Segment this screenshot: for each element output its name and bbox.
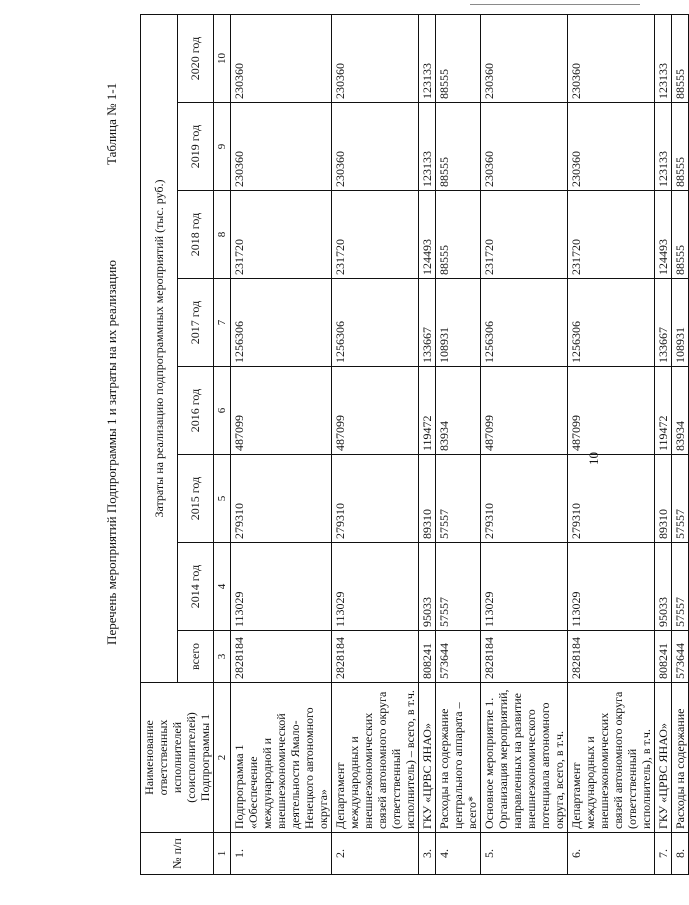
row-name: ГКУ «ЦРВС ЯНАО» [419, 683, 436, 833]
row-year-value: 108931 [672, 279, 689, 367]
row-total: 808241 [655, 631, 672, 683]
table-row [332, 15, 419, 875]
table-row [481, 15, 568, 875]
row-year-value: 113029 [481, 543, 568, 631]
row-name: Департамент международных и внешнеэкономических связей автономного округа (ответственный исполнитель), в т.ч. [568, 683, 655, 833]
row-name: ГКУ «ЦРВС ЯНАО» [655, 683, 672, 833]
column-index: 4 [214, 543, 231, 631]
row-year-value: 133667 [655, 279, 672, 367]
table-row [231, 15, 332, 875]
row-year-value: 487099 [481, 367, 568, 455]
column-index: 7 [214, 279, 231, 367]
col-name-header: Наименование ответственных исполнителей (соисполнителей) Подпрограммы 1 [141, 683, 214, 833]
year-header: 2020 год [177, 15, 214, 103]
row-year-value: 88555 [672, 103, 689, 191]
row-name: Расходы на содержание центрального аппарата – всего* [436, 683, 481, 833]
row-number: 5. [481, 833, 568, 875]
row-year-value: 83934 [672, 367, 689, 455]
table-body [231, 15, 689, 875]
row-year-value: 89310 [655, 455, 672, 543]
row-year-value: 487099 [231, 367, 332, 455]
row-year-value: 57557 [436, 455, 481, 543]
year-header: 2016 год [177, 367, 214, 455]
row-total: 2828184 [231, 631, 332, 683]
row-year-value: 231720 [568, 191, 655, 279]
table-row [655, 15, 672, 875]
column-index: 6 [214, 367, 231, 455]
col-total-header: всего [177, 631, 214, 683]
row-year-value: 119472 [655, 367, 672, 455]
year-header: 2019 год [177, 103, 214, 191]
table-row [436, 15, 481, 875]
row-year-value: 113029 [332, 543, 419, 631]
row-total: 2828184 [481, 631, 568, 683]
row-year-value: 230360 [332, 103, 419, 191]
table-row [419, 15, 436, 875]
row-year-value: 57557 [436, 543, 481, 631]
table-row [672, 15, 689, 875]
column-index: 8 [214, 191, 231, 279]
row-year-value: 1256306 [481, 279, 568, 367]
row-total: 2828184 [332, 631, 419, 683]
row-year-value: 95033 [419, 543, 436, 631]
row-name: Подпрограмма 1 «Обеспечение международной и внешнеэкономической деятельности Ямало-Ненецкого автономного округа» [231, 683, 332, 833]
row-year-value: 230360 [568, 103, 655, 191]
row-year-value: 88555 [436, 15, 481, 103]
row-number: 6. [568, 833, 655, 875]
row-year-value: 1256306 [231, 279, 332, 367]
row-year-value: 95033 [655, 543, 672, 631]
page-number: 10 [586, 452, 601, 465]
row-year-value: 230360 [332, 15, 419, 103]
row-year-value: 119472 [419, 367, 436, 455]
row-year-value: 108931 [436, 279, 481, 367]
costs-group-header: Затраты на реализацию подпрограммных мероприятий (тыс. руб.) [141, 15, 178, 683]
row-year-value: 231720 [481, 191, 568, 279]
table-row [568, 15, 655, 875]
row-name: Основное мероприятие 1. Организация мероприятий, направленных на развитие внешнеэкономического потенциала автономного округа, всего, в т.ч. [481, 683, 568, 833]
row-year-value: 83934 [436, 367, 481, 455]
row-total: 573644 [672, 631, 689, 683]
row-total: 573644 [436, 631, 481, 683]
row-name: Департамент международных и внешнеэкономических связей автономного округа (ответственный исполнитель) – всего, в т.ч. [332, 683, 419, 833]
row-number: 3. [419, 833, 436, 875]
row-year-value: 113029 [568, 543, 655, 631]
row-year-value: 123133 [655, 103, 672, 191]
row-year-value: 230360 [481, 103, 568, 191]
row-year-value: 88555 [436, 103, 481, 191]
row-year-value: 124493 [655, 191, 672, 279]
row-year-value: 487099 [332, 367, 419, 455]
column-index: 10 [214, 15, 231, 103]
row-year-value: 124493 [419, 191, 436, 279]
row-year-value: 230360 [568, 15, 655, 103]
row-year-value: 231720 [231, 191, 332, 279]
row-number: 4. [436, 833, 481, 875]
row-year-value: 88555 [436, 191, 481, 279]
header-row-1 [141, 15, 178, 875]
year-header: 2018 год [177, 191, 214, 279]
row-year-value: 230360 [231, 15, 332, 103]
row-year-value: 57557 [672, 543, 689, 631]
column-index: 5 [214, 455, 231, 543]
row-year-value: 1256306 [568, 279, 655, 367]
row-year-value: 113029 [231, 543, 332, 631]
col-number-header: № п/п [141, 833, 214, 875]
row-total: 808241 [419, 631, 436, 683]
row-year-value: 230360 [481, 15, 568, 103]
row-year-value: 1256306 [332, 279, 419, 367]
row-year-value: 279310 [481, 455, 568, 543]
row-year-value: 88555 [672, 191, 689, 279]
column-index: 9 [214, 103, 231, 191]
row-total: 2828184 [568, 631, 655, 683]
row-year-value: 88555 [672, 15, 689, 103]
row-number: 8. [672, 833, 689, 875]
row-year-value: 123133 [419, 103, 436, 191]
row-year-value: 57557 [672, 455, 689, 543]
row-number: 2. [332, 833, 419, 875]
row-year-value: 123133 [655, 15, 672, 103]
row-year-value: 487099 [568, 367, 655, 455]
column-index-row [214, 15, 231, 875]
row-year-value: 279310 [332, 455, 419, 543]
row-number: 7. [655, 833, 672, 875]
column-index: 1 [214, 833, 231, 875]
table-caption: Перечень мероприятий Подпрограммы 1 и затраты на их реализацию [104, 260, 119, 645]
row-year-value: 133667 [419, 279, 436, 367]
year-header: 2014 год [177, 543, 214, 631]
row-year-value: 230360 [231, 103, 332, 191]
row-year-value: 123133 [419, 15, 436, 103]
row-year-value: 279310 [231, 455, 332, 543]
expenses-table [140, 14, 689, 875]
row-number: 1. [231, 833, 332, 875]
column-index: 2 [214, 683, 231, 833]
row-name: Расходы на содержание [672, 683, 689, 833]
row-year-value: 279310 [568, 455, 655, 543]
row-year-value: 89310 [419, 455, 436, 543]
column-index: 3 [214, 631, 231, 683]
year-header: 2015 год [177, 455, 214, 543]
row-year-value: 231720 [332, 191, 419, 279]
table-label: Таблица № 1-1 [104, 82, 119, 165]
year-header: 2017 год [177, 279, 214, 367]
